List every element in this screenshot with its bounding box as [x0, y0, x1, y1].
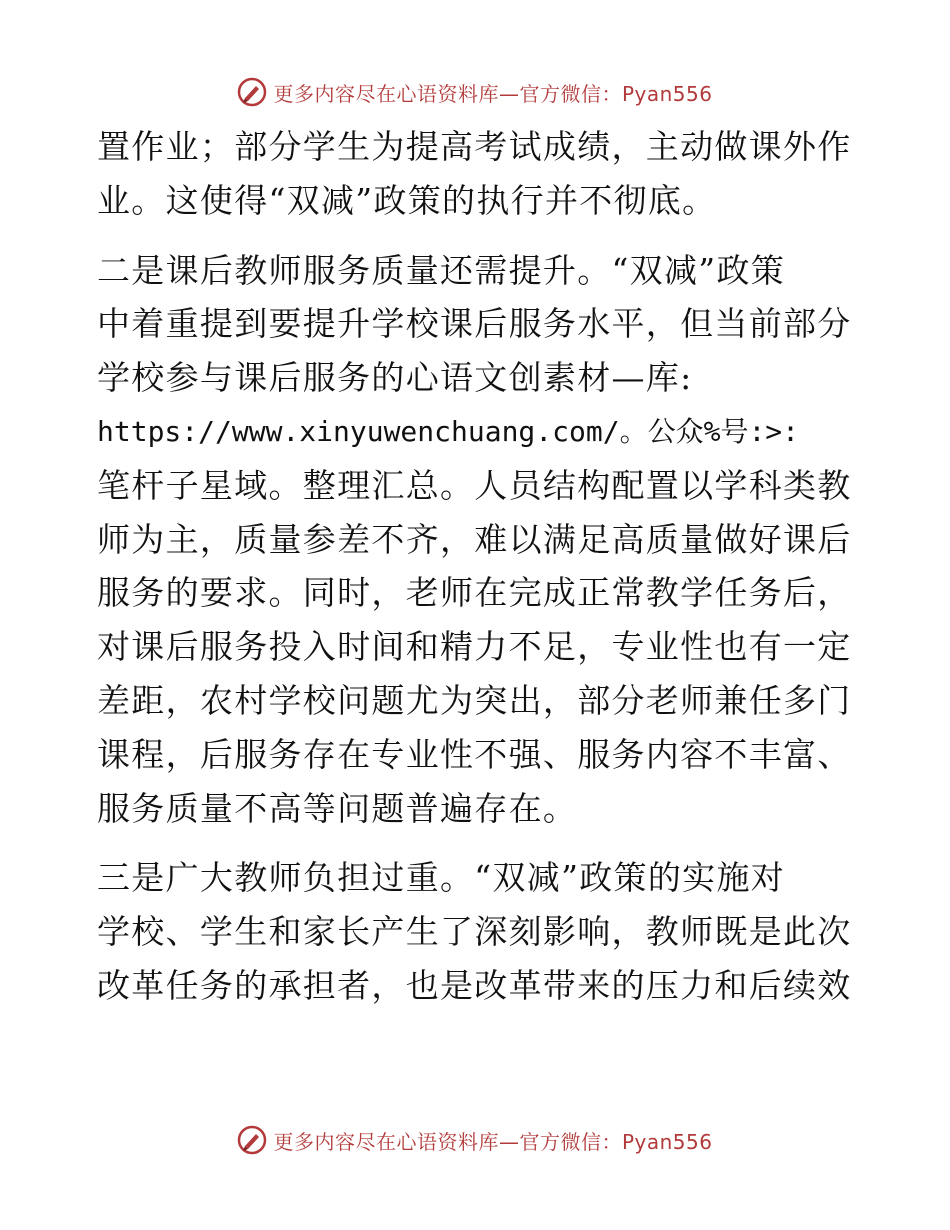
footer-watermark-text: 更多内容尽在心语资料库—官方微信：Pyan556 — [273, 1129, 713, 1154]
paragraph-1 — [97, 120, 857, 228]
document-body — [97, 120, 857, 1013]
text-line: 学校、学生和家长产生了深刻影响，教师既是此次 — [97, 912, 852, 952]
header-watermark-banner — [0, 72, 950, 112]
text-line: 改革任务的承担者，也是改革带来的压力和后续效 — [97, 965, 852, 1005]
footer-watermark-banner — [0, 1120, 950, 1160]
url-line: https://www.xinyuwenchuang.com/。公众%号:>: — [97, 414, 800, 448]
text-line: 对课后服务投入时间和精力不足，专业性也有一定 — [97, 627, 852, 667]
text-line: 中着重提到要提升学校课后服务水平，但当前部分 — [97, 304, 852, 344]
text-line: 三是广大教师负担过重。“双减”政策的实施对 — [97, 858, 786, 898]
paragraph-3 — [97, 851, 857, 1012]
text-line: 课程，后服务存在专业性不强、服务内容不丰富、 — [97, 734, 852, 774]
text-line: 服务的要求。同时，老师在完成正常教学任务后， — [97, 573, 852, 613]
paragraph-2 — [97, 244, 857, 836]
text-line: 笔杆子星域。整理汇总。人员结构配置以学科类教 — [97, 465, 852, 505]
header-watermark-text: 更多内容尽在心语资料库—官方微信：Pyan556 — [273, 81, 713, 106]
text-line: 学校参与课后服务的心语文创素材—库: — [97, 358, 693, 398]
pen-emblem-icon — [237, 1125, 267, 1155]
text-line: 置作业；部分学生为提高考试成绩，主动做课外作 — [97, 127, 852, 166]
text-line: 师为主，质量参差不齐，难以满足高质量做好课后 — [97, 519, 852, 559]
text-line: 二是课后教师服务质量还需提升。“双减”政策 — [97, 250, 786, 290]
text-line: 业。这使得“双减”政策的执行并不彻底。 — [97, 180, 717, 220]
text-line: 差距，农村学校问题尤为突出，部分老师兼任多门 — [97, 680, 852, 720]
text-line: 服务质量不高等问题普遍存在。 — [97, 788, 578, 828]
pen-emblem-icon — [237, 77, 267, 107]
